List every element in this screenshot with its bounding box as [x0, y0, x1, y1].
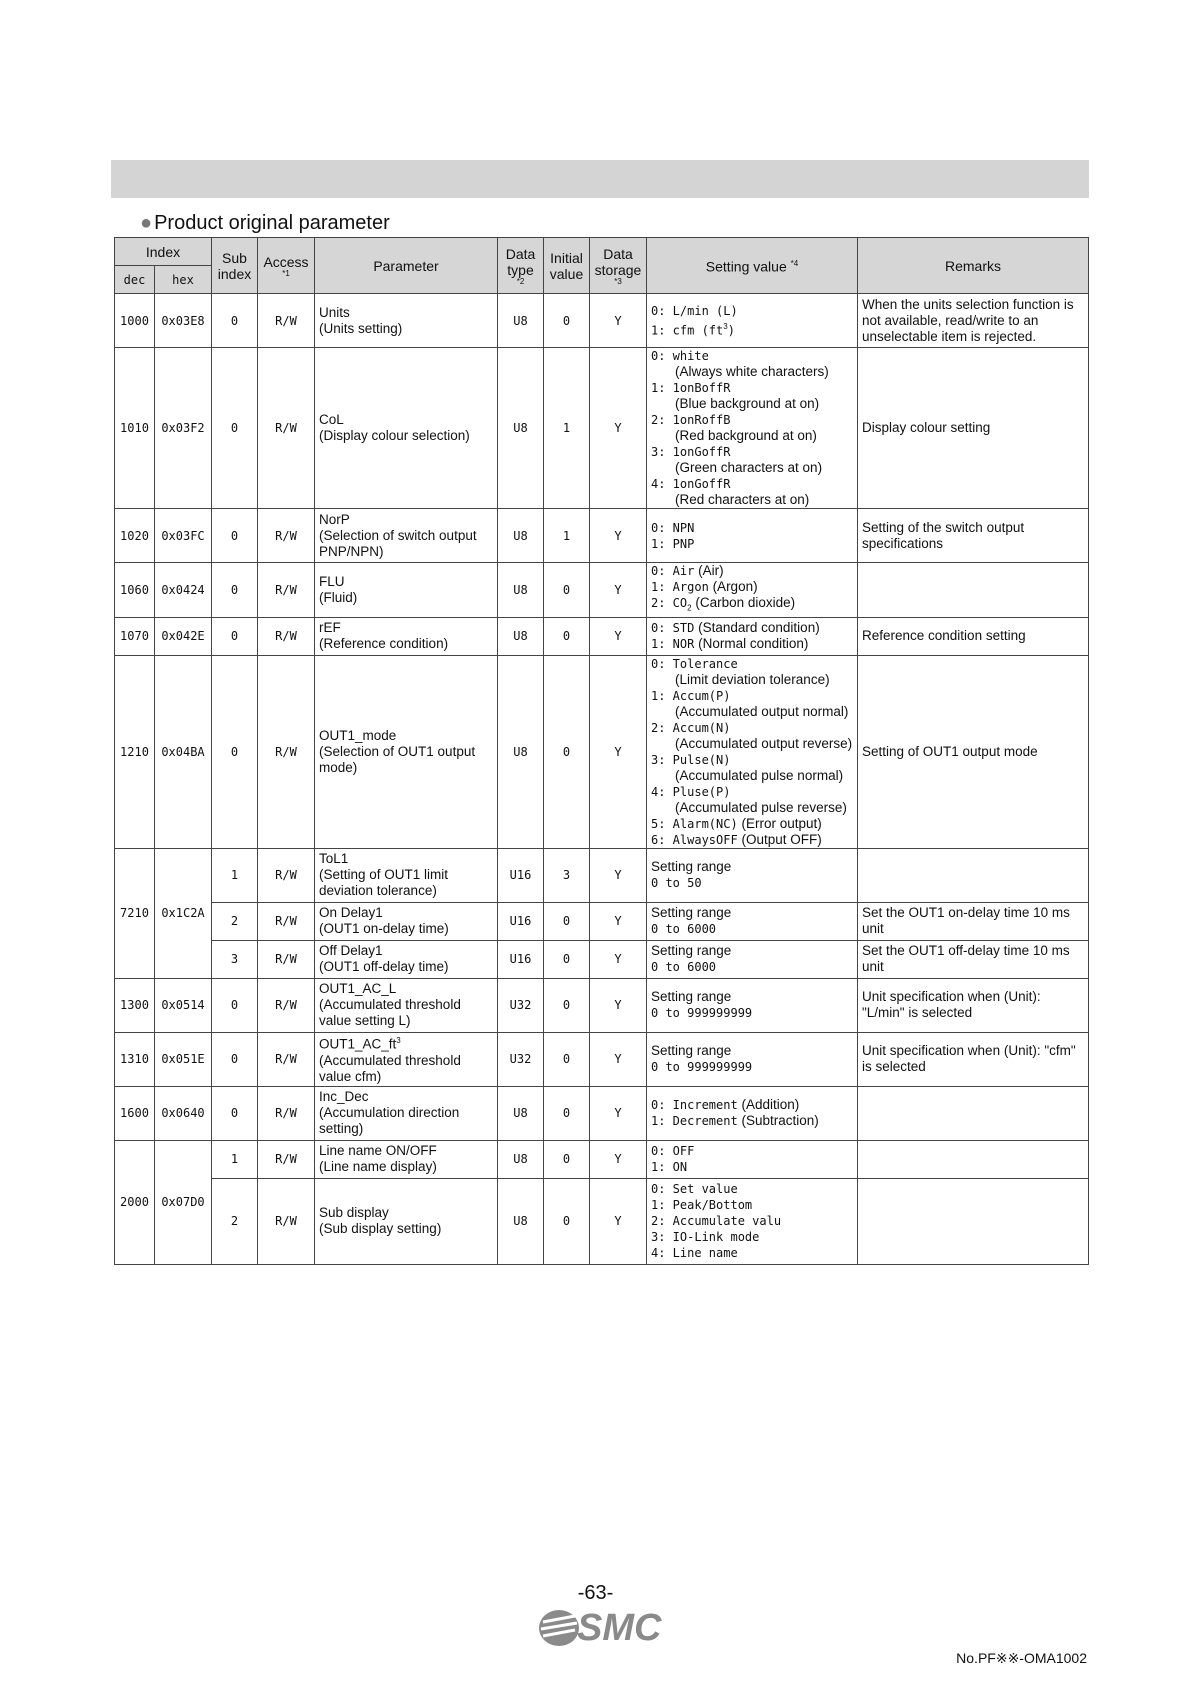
header-band: [111, 160, 1089, 198]
cell-dec: 1060: [115, 563, 155, 618]
cell-initial-value: 0: [544, 617, 590, 655]
cell-dec: 1070: [115, 617, 155, 655]
cell-access: R/W: [258, 294, 315, 348]
cell-hex: 0x03E8: [155, 294, 212, 348]
table-row: [115, 509, 1089, 563]
setting-description: (Red background at on): [675, 428, 817, 443]
cell-hex: 0x042E: [155, 617, 212, 655]
setting-code: 1: cfm (ft: [651, 323, 724, 338]
cell-data-type: U8: [498, 1086, 544, 1140]
setting-description: (Accumulated output reverse): [675, 735, 853, 751]
cell-data-storage: Y: [590, 563, 647, 618]
cell-parameter: [315, 1032, 498, 1086]
setting-code: 1: Accum(P): [651, 688, 731, 703]
cell-access: R/W: [258, 940, 315, 978]
cell-data-storage: Y: [590, 1086, 647, 1140]
setting-close-paren: ): [727, 323, 735, 338]
cell-hex: 0x03FC: [155, 509, 212, 563]
bullet-icon: ●: [140, 212, 153, 234]
setting-text: (Error output): [741, 815, 822, 831]
setting-line: [651, 1043, 853, 1059]
cell-remarks: Set the OUT1 off-delay time 10 ms unit: [858, 940, 1089, 978]
cell-sub-index: 0: [212, 978, 258, 1032]
setting-line: [651, 1229, 853, 1245]
cell-dec: 1310: [115, 1032, 155, 1086]
setting-line: [651, 1059, 853, 1075]
cell-parameter: [315, 978, 498, 1032]
table-row: [115, 940, 1089, 978]
cell-access: R/W: [258, 1086, 315, 1140]
header-dec: dec: [115, 266, 155, 294]
cell-setting-value: [647, 348, 858, 509]
cell-parameter: [315, 294, 498, 348]
setting-code: 2: Accumulate valu: [651, 1214, 782, 1229]
parameter-table: [114, 237, 1089, 1265]
setting-code: 4: Pluse(P): [651, 784, 731, 799]
cell-initial-value: 0: [544, 902, 590, 940]
parameter-description: (OUT1 on-delay time): [319, 921, 449, 937]
cell-dec: 7210: [115, 848, 155, 978]
setting-line: [651, 319, 853, 339]
setting-code: 2: Accum(N): [651, 720, 731, 735]
cell-parameter: [315, 509, 498, 563]
cell-sub-index: 0: [212, 294, 258, 348]
parameter-description: (Selection of OUT1 output mode): [319, 743, 476, 775]
cell-hex: 0x051E: [155, 1032, 212, 1086]
cell-access: R/W: [258, 563, 315, 618]
cell-dec: 1210: [115, 655, 155, 848]
page-number: -63-: [577, 1582, 614, 1604]
cell-data-storage: Y: [590, 1140, 647, 1178]
parameter-description: (Accumulated threshold value setting L): [319, 997, 461, 1029]
parameter-name: On Delay1: [319, 905, 383, 921]
cell-data-type: U16: [498, 902, 544, 940]
svg-text:SMC: SMC: [577, 1607, 662, 1649]
cell-data-storage: Y: [590, 348, 647, 509]
cell-access: R/W: [258, 1032, 315, 1086]
cell-dec: 1000: [115, 294, 155, 348]
header-initial-value: Initial value: [544, 238, 590, 294]
table-row: [115, 348, 1089, 509]
header-access: Access *1: [258, 238, 315, 294]
parameter-description: (Display colour selection): [319, 428, 470, 443]
cell-hex: 0x1C2A: [155, 848, 212, 978]
parameter-name: Units: [319, 304, 350, 320]
cell-data-type: U8: [498, 1178, 544, 1264]
table-row: [115, 1032, 1089, 1086]
setting-code: 1: 1onBoffR: [651, 381, 731, 395]
setting-line: [651, 784, 853, 800]
setting-line: [651, 1159, 853, 1175]
cell-hex: 0x03F2: [155, 348, 212, 509]
setting-code: 3: IO-Link mode: [651, 1230, 760, 1245]
cell-remarks: [858, 1086, 1089, 1140]
header-sub-index: Sub index: [212, 238, 258, 294]
cell-hex: 0x0424: [155, 563, 212, 618]
setting-text: (Subtraction): [741, 1113, 819, 1129]
cell-hex: 0x07D0: [155, 1140, 212, 1264]
document-number: No.PF※※-OMA1002: [956, 1650, 1087, 1666]
setting-label: Setting range: [651, 943, 732, 959]
cell-sub-index: 0: [212, 563, 258, 618]
cell-parameter: [315, 563, 498, 618]
setting-code: 0: OFF: [651, 1144, 695, 1159]
cell-parameter: [315, 902, 498, 940]
setting-code: 1: Decrement: [651, 1114, 738, 1129]
setting-line: [651, 636, 853, 652]
parameter-description: (Accumulation direction setting): [319, 1105, 460, 1137]
setting-code: 0: white: [651, 349, 709, 363]
cell-initial-value: 0: [544, 294, 590, 348]
cell-setting-value: [647, 848, 858, 902]
setting-line: [651, 595, 853, 617]
cell-data-type: U8: [498, 294, 544, 348]
cell-initial-value: 3: [544, 848, 590, 902]
parameter-name: rEF: [319, 620, 341, 636]
setting-line: [651, 859, 853, 875]
cell-data-type: U8: [498, 563, 544, 618]
cell-initial-value: 0: [544, 978, 590, 1032]
cell-parameter: [315, 1140, 498, 1178]
parameter-superscript: 3: [396, 1036, 401, 1046]
cell-remarks: Unit specification when (Unit): "cfm" is selected: [858, 1032, 1089, 1086]
setting-line: [651, 380, 853, 396]
cell-sub-index: 0: [212, 348, 258, 509]
setting-code: 0 to 50: [651, 876, 702, 891]
cell-sub-index: 0: [212, 655, 258, 848]
cell-dec: 2000: [115, 1140, 155, 1264]
setting-line: [651, 656, 853, 672]
setting-code: 2: 1onRoffB: [651, 413, 731, 427]
parameter-name: CoL: [319, 412, 344, 427]
cell-hex: 0x04BA: [155, 655, 212, 848]
setting-line: [651, 752, 853, 768]
cell-access: R/W: [258, 348, 315, 509]
setting-description: (Accumulated pulse reverse): [675, 799, 847, 815]
cell-data-type: U32: [498, 1032, 544, 1086]
setting-line: [651, 1197, 853, 1213]
cell-remarks: [858, 1178, 1089, 1264]
setting-line: [651, 1113, 853, 1129]
cell-initial-value: 1: [544, 509, 590, 563]
cell-dec: 1300: [115, 978, 155, 1032]
cell-data-storage: Y: [590, 509, 647, 563]
smc-logo: [537, 1604, 667, 1650]
cell-data-type: U16: [498, 940, 544, 978]
setting-description: (Accumulated output normal): [675, 703, 849, 719]
parameter-description: (OUT1 off-delay time): [319, 959, 449, 975]
setting-line: [651, 921, 853, 937]
cell-remarks: Setting of OUT1 output mode: [858, 655, 1089, 848]
header-remarks: Remarks: [858, 238, 1089, 294]
header-index: Index: [115, 238, 212, 266]
cell-data-storage: Y: [590, 1032, 647, 1086]
setting-text: (Air): [698, 563, 724, 578]
setting-line: [651, 1097, 853, 1113]
parameter-description: (Units setting): [319, 320, 403, 336]
setting-code: 0: Set value: [651, 1182, 738, 1197]
setting-text: (Argon): [712, 579, 758, 594]
cell-data-storage: Y: [590, 902, 647, 940]
setting-text: (Output OFF): [741, 831, 822, 847]
cell-data-storage: Y: [590, 1178, 647, 1264]
setting-subscript: 2: [687, 603, 692, 613]
section-title: ● Product original parameter: [140, 212, 390, 234]
table-row: [115, 563, 1089, 618]
setting-line: [651, 688, 853, 704]
cell-remarks: When the units selection function is not available, read/write to an unselectable item is rejected.: [858, 294, 1089, 348]
setting-superscript: 3: [723, 321, 728, 331]
setting-line: [651, 579, 853, 595]
setting-text: (Normal condition): [698, 636, 809, 652]
parameter-description: (Sub display setting): [319, 1221, 442, 1237]
parameter-name: NorP: [319, 511, 350, 527]
setting-text: (Standard condition): [698, 620, 820, 636]
cell-setting-value: [647, 1086, 858, 1140]
setting-label: Setting range: [651, 989, 732, 1005]
cell-initial-value: 0: [544, 563, 590, 618]
cell-setting-value: [647, 563, 858, 618]
cell-access: R/W: [258, 655, 315, 848]
table-row: [115, 1086, 1089, 1140]
cell-dec: 1600: [115, 1086, 155, 1140]
cell-setting-value: [647, 655, 858, 848]
table-row: [115, 848, 1089, 902]
setting-code: 3: Pulse(N): [651, 752, 731, 767]
setting-code: 0 to 999999999: [651, 1006, 753, 1021]
cell-dec: 1010: [115, 348, 155, 509]
cell-data-type: U8: [498, 1140, 544, 1178]
setting-line: [651, 563, 853, 579]
setting-code: 1: NOR: [651, 637, 695, 652]
setting-code: 4: Line name: [651, 1246, 738, 1261]
table-row: [115, 1140, 1089, 1178]
setting-description: (Accumulated pulse normal): [675, 767, 844, 783]
parameter-description: (Accumulated threshold value cfm): [319, 1052, 461, 1084]
setting-code: 4: 1onGoffR: [651, 477, 731, 491]
setting-line: [651, 943, 853, 959]
cell-parameter: [315, 617, 498, 655]
setting-line: [651, 536, 853, 552]
cell-access: R/W: [258, 902, 315, 940]
parameter-description: (Setting of OUT1 limit deviation tolerance): [319, 867, 449, 899]
cell-data-storage: Y: [590, 940, 647, 978]
cell-sub-index: 1: [212, 1140, 258, 1178]
setting-line: [651, 1181, 853, 1197]
header-hex: hex: [155, 266, 212, 294]
cell-parameter: [315, 848, 498, 902]
setting-code: 1: Argon: [651, 580, 709, 594]
cell-parameter: [315, 348, 498, 509]
setting-code: 0: Tolerance: [651, 656, 738, 671]
cell-hex: 0x0640: [155, 1086, 212, 1140]
setting-line: [651, 1005, 853, 1021]
cell-remarks: Unit specification when (Unit): "L/min" is selected: [858, 978, 1089, 1032]
cell-data-type: U16: [498, 848, 544, 902]
header-parameter: Parameter: [315, 238, 498, 294]
cell-remarks: Reference condition setting: [858, 617, 1089, 655]
parameter-name: Sub display: [319, 1205, 389, 1221]
cell-remarks: [858, 563, 1089, 618]
cell-initial-value: 0: [544, 1086, 590, 1140]
setting-code: 0: Increment: [651, 1098, 738, 1113]
cell-dec: 1020: [115, 509, 155, 563]
setting-code: 0 to 999999999: [651, 1060, 753, 1075]
cell-access: R/W: [258, 509, 315, 563]
setting-code: 0: Air: [651, 564, 695, 578]
cell-data-storage: Y: [590, 617, 647, 655]
parameter-name: Line name ON/OFF: [319, 1143, 437, 1159]
cell-sub-index: 2: [212, 902, 258, 940]
cell-parameter: [315, 940, 498, 978]
cell-setting-value: [647, 940, 858, 978]
setting-line: [651, 989, 853, 1005]
cell-data-type: U32: [498, 978, 544, 1032]
cell-setting-value: [647, 509, 858, 563]
cell-setting-value: [647, 1140, 858, 1178]
header-data-type: Data type *2: [498, 238, 544, 294]
parameter-description: (Line name display): [319, 1159, 437, 1175]
cell-setting-value: [647, 902, 858, 940]
setting-description: (Red characters at on): [675, 492, 810, 507]
cell-initial-value: 0: [544, 940, 590, 978]
table-row: [115, 978, 1089, 1032]
cell-access: R/W: [258, 978, 315, 1032]
cell-data-type: U8: [498, 509, 544, 563]
cell-remarks: Set the OUT1 on-delay time 10 ms unit: [858, 902, 1089, 940]
cell-access: R/W: [258, 617, 315, 655]
cell-initial-value: 0: [544, 1032, 590, 1086]
setting-line: [651, 412, 853, 428]
parameter-name: FLU: [319, 573, 345, 589]
cell-setting-value: [647, 617, 858, 655]
parameter-name: ToL1: [319, 851, 349, 867]
setting-code: 1: Peak/Bottom: [651, 1198, 753, 1213]
table-row: [115, 902, 1089, 940]
cell-parameter: [315, 655, 498, 848]
table-row: [115, 655, 1089, 848]
setting-code: 0 to 6000: [651, 922, 717, 937]
setting-text: (Addition): [741, 1097, 800, 1113]
table-row: [115, 1178, 1089, 1264]
cell-data-storage: Y: [590, 848, 647, 902]
cell-parameter: [315, 1178, 498, 1264]
cell-sub-index: 1: [212, 848, 258, 902]
cell-parameter: [315, 1086, 498, 1140]
setting-code: 1: PNP: [651, 536, 695, 551]
parameter-description: (Fluid): [319, 589, 358, 605]
setting-line: [651, 444, 853, 460]
setting-description: (Green characters at on): [675, 460, 823, 475]
setting-label: Setting range: [651, 859, 732, 875]
setting-code: 0 to 6000: [651, 960, 717, 975]
parameter-name: OUT1_AC_L: [319, 981, 397, 997]
setting-line: [651, 1245, 853, 1261]
setting-line: [651, 476, 853, 492]
setting-description: (Limit deviation tolerance): [675, 671, 830, 687]
cell-access: R/W: [258, 848, 315, 902]
setting-code: 5: Alarm(NC): [651, 816, 738, 831]
setting-label: Setting range: [651, 905, 732, 921]
parameter-name: OUT1_AC_ft: [319, 1036, 397, 1052]
cell-setting-value: [647, 1178, 858, 1264]
cell-initial-value: 1: [544, 348, 590, 509]
parameter-description: (Selection of switch output PNP/NPN): [319, 527, 477, 559]
setting-code: 2: CO: [651, 596, 688, 610]
setting-line: [651, 816, 853, 832]
cell-sub-index: 0: [212, 509, 258, 563]
setting-line: [651, 720, 853, 736]
table-row: [115, 617, 1089, 655]
parameter-name: OUT1_mode: [319, 727, 397, 743]
cell-sub-index: 2: [212, 1178, 258, 1264]
header-data-storage: Data storage *3: [590, 238, 647, 294]
cell-initial-value: 0: [544, 655, 590, 848]
cell-data-type: U8: [498, 655, 544, 848]
setting-line: [651, 1143, 853, 1159]
table-row: [115, 294, 1089, 348]
cell-access: R/W: [258, 1178, 315, 1264]
setting-line: [651, 303, 853, 319]
cell-data-storage: Y: [590, 655, 647, 848]
setting-line: [651, 959, 853, 975]
cell-remarks: Setting of the switch output specifications: [858, 509, 1089, 563]
setting-line: [651, 348, 853, 364]
cell-data-type: U8: [498, 617, 544, 655]
parameter-name: Off Delay1: [319, 943, 383, 959]
parameter-description: (Reference condition): [319, 636, 449, 652]
cell-sub-index: 0: [212, 1086, 258, 1140]
setting-label: Setting range: [651, 1043, 732, 1059]
cell-data-type: U8: [498, 348, 544, 509]
setting-code: 3: 1onGoffR: [651, 445, 731, 459]
cell-data-storage: Y: [590, 978, 647, 1032]
cell-setting-value: [647, 294, 858, 348]
setting-code: 0: STD: [651, 621, 695, 636]
cell-initial-value: 0: [544, 1140, 590, 1178]
setting-description: (Blue background at on): [675, 396, 820, 411]
cell-hex: 0x0514: [155, 978, 212, 1032]
cell-sub-index: 3: [212, 940, 258, 978]
setting-code: 0: L/min (L): [651, 303, 738, 318]
cell-data-storage: Y: [590, 294, 647, 348]
setting-code: 6: AlwaysOFF: [651, 832, 738, 847]
cell-setting-value: [647, 1032, 858, 1086]
header-setting-value: Setting value $^{*4}$: [647, 238, 858, 294]
setting-line: [651, 875, 853, 891]
setting-text: (Carbon dioxide): [695, 595, 796, 610]
setting-line: [651, 832, 853, 848]
cell-remarks: Display colour setting: [858, 348, 1089, 509]
setting-code: 1: ON: [651, 1160, 688, 1175]
setting-description: (Always white characters): [675, 364, 829, 379]
cell-remarks: [858, 848, 1089, 902]
cell-sub-index: 0: [212, 617, 258, 655]
parameter-name: Inc_Dec: [319, 1089, 369, 1105]
setting-code: 0: NPN: [651, 520, 695, 535]
cell-remarks: [858, 1140, 1089, 1178]
setting-line: [651, 620, 853, 636]
setting-line: [651, 520, 853, 536]
cell-sub-index: 0: [212, 1032, 258, 1086]
setting-line: [651, 1213, 853, 1229]
cell-initial-value: 0: [544, 1178, 590, 1264]
cell-setting-value: [647, 978, 858, 1032]
cell-access: R/W: [258, 1140, 315, 1178]
setting-line: [651, 905, 853, 921]
